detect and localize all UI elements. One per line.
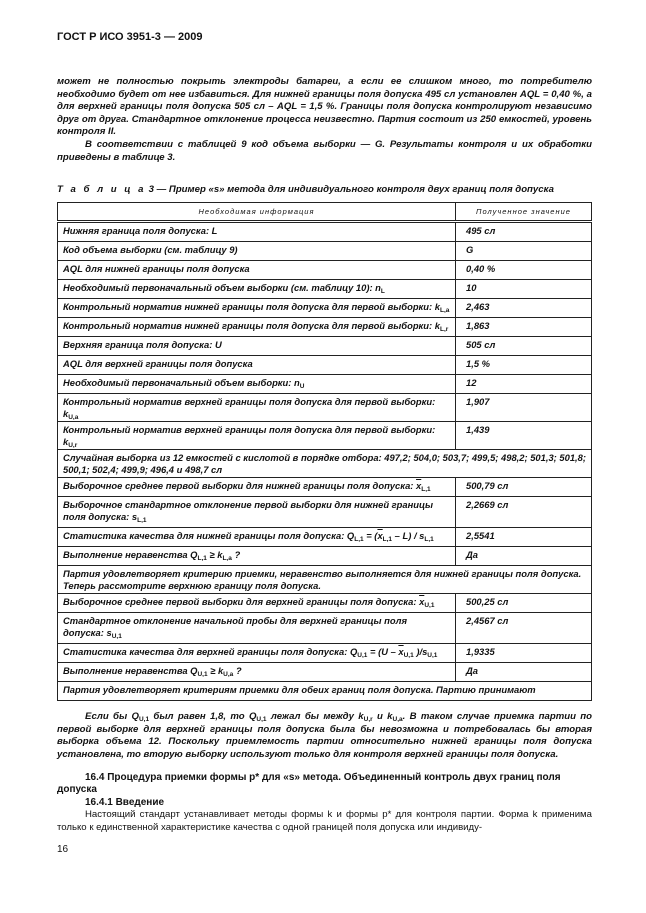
row-value: 505 сл xyxy=(456,337,592,356)
table-row xyxy=(58,547,592,566)
row-label xyxy=(58,528,456,547)
text-segment: = ( xyxy=(363,530,378,542)
row-value: 1,439 xyxy=(456,422,592,450)
table-row xyxy=(58,356,592,375)
table-row xyxy=(58,337,592,356)
text-segment: Партия удовлетворяет критериям приемки для обеих границ поля допуска. Партию принимают xyxy=(63,684,536,696)
text-segment: = (U – xyxy=(367,646,399,658)
subscript: L,a xyxy=(439,307,450,315)
text-segment: Необходимый первоначальный объем выборки: n xyxy=(63,377,300,389)
row-label xyxy=(58,478,456,497)
table-row xyxy=(58,663,592,682)
after-table-paragraph xyxy=(57,711,592,761)
text-segment: В соответствии с таблицей 9 код объема выборки — G. Результаты контроля и их обработки приведены в таблице 3. xyxy=(57,138,592,163)
text-segment: )/s xyxy=(413,646,428,658)
table-row xyxy=(58,450,592,478)
subscript: U,1 xyxy=(357,652,368,660)
table-row xyxy=(58,497,592,528)
text-segment: Контрольный норматив нижней границы поля допуска для первой выборки: k xyxy=(63,301,440,313)
row-label xyxy=(58,375,456,394)
text-segment: Выборочное стандартное отклонение первой выборки для нижней границы поля допуска: s xyxy=(63,499,434,522)
subscript: U,r xyxy=(363,716,373,724)
table-row xyxy=(58,222,592,242)
row-value: 12 xyxy=(456,375,592,394)
table-caption-text: 3 — Пример «s» метода для индивидуального контроля двух границ поля допуска xyxy=(146,184,554,196)
text-segment: Случайная выборка из 12 емкостей с кислотой в порядке отбора: 497,2; 504,0; 503,7; 499,5; 498,2; 501,3; 501,8; 500,1; 502,4; 499,9; 496,4 и 498,7 сл xyxy=(63,452,586,475)
text-segment: AQL для верхней границы поля допуска xyxy=(63,358,253,370)
row-label xyxy=(58,566,592,594)
row-value: 10 xyxy=(456,280,592,299)
text-segment: Нижняя граница поля допуска: L xyxy=(63,225,218,237)
row-label xyxy=(58,594,456,613)
row-label xyxy=(58,318,456,337)
table-row xyxy=(58,242,592,261)
overline-symbol: $\overline{x}$ xyxy=(398,646,404,658)
intro-paragraph-2 xyxy=(57,139,592,164)
text-segment: Контрольный норматив верхней границы поля допуска для первой выборки: k xyxy=(63,424,436,447)
table-row xyxy=(58,261,592,280)
row-label xyxy=(58,280,456,299)
table-row xyxy=(58,478,592,497)
row-label xyxy=(58,337,456,356)
document-header: ГОСТ Р ИСО 3951-3 — 2009 xyxy=(57,31,203,43)
text-segment: Верхняя граница поля допуска: U xyxy=(63,339,222,351)
text-segment: Код объема выборки (см. таблицу 9) xyxy=(63,244,238,256)
text-segment: Статистика качества для нижней границы поля допуска: Q xyxy=(63,530,355,542)
text-segment: Стандартное отклонение начальной пробы для верхней границы поля допуска: s xyxy=(63,615,407,638)
row-label xyxy=(58,450,592,478)
text-segment: может не полностью покрыть электроды батареи, а если ее слишком много, то потребителю необходимо будет от нее избавиться. Для нижней границы поля допуска 495 сл установлен AQL = 0,40 %, а для верхней границы поля допуска 505 сл – AQL = 1,5 %. Границы поля допуска контролируют независимо друг от друга. Стандартное отклонение процесса неизвестно. Партия состоит из 250 емкостей, уровень контроля II. xyxy=(57,76,592,138)
text-segment: Выполнение неравенства Q xyxy=(63,665,198,677)
row-value: 2,463 xyxy=(456,299,592,318)
subscript: U,1 xyxy=(111,632,122,640)
text-segment: Партия удовлетворяет критерию приемки, неравенство выполняется для нижней границы поля допуска. Теперь рассмотрите верхнюю границу поля допуска. xyxy=(63,568,582,591)
row-label xyxy=(58,242,456,261)
subscript: L,1 xyxy=(382,536,393,544)
text-segment: Выполнение неравенства Q xyxy=(63,549,198,561)
page-number: 16 xyxy=(57,844,69,856)
row-value: 500,79 сл xyxy=(456,478,592,497)
subscript: L,r xyxy=(439,326,449,334)
table-row xyxy=(58,422,592,450)
text-segment: и k xyxy=(372,711,393,723)
row-value: 1,5 % xyxy=(456,356,592,375)
row-label xyxy=(58,422,456,450)
row-label xyxy=(58,663,456,682)
row-value: 1,9335 xyxy=(456,644,592,663)
text-segment: Контрольный норматив верхней границы поля допуска для первой выборки: k xyxy=(63,396,436,419)
overline-symbol: $\overline{x}$ xyxy=(416,480,422,492)
row-label xyxy=(58,356,456,375)
overline-symbol: $\overline{x}$ xyxy=(419,596,425,608)
table-row xyxy=(58,299,592,318)
text-segment: ? xyxy=(233,665,242,677)
text-segment: Выборочное среднее первой выборки для нижней границы поля допуска: xyxy=(63,480,417,492)
text-segment: Контрольный норматив нижней границы поля допуска для первой выборки: k xyxy=(63,320,440,332)
row-value: 2,2669 сл xyxy=(456,497,592,528)
text-segment: AQL для нижней границы поля допуска xyxy=(63,263,250,275)
subscript: U,1 xyxy=(403,652,414,660)
text-segment: был равен 1,8, то Q xyxy=(149,711,257,723)
row-label xyxy=(58,394,456,422)
row-label xyxy=(58,682,592,701)
row-value: 2,5541 xyxy=(456,528,592,547)
row-value: 0,40 % xyxy=(456,261,592,280)
table-row xyxy=(58,318,592,337)
text-segment: ≥ k xyxy=(207,665,224,677)
table-row xyxy=(58,375,592,394)
subscript: U,1 xyxy=(424,602,435,610)
text-segment: лежал бы между k xyxy=(266,711,364,723)
table-row xyxy=(58,613,592,644)
row-label xyxy=(58,644,456,663)
subscript: U,1 xyxy=(256,716,267,724)
subscript: U,a xyxy=(223,671,234,679)
table-row xyxy=(58,394,592,422)
table-header-row xyxy=(58,203,592,222)
subscript: U,1 xyxy=(197,671,208,679)
text-segment: ≥ k xyxy=(206,549,223,561)
row-label xyxy=(58,547,456,566)
column-header-info: Необходимая информация xyxy=(58,203,456,222)
row-label xyxy=(58,299,456,318)
intro-paragraph-1 xyxy=(57,76,592,139)
text-segment: Если бы Q xyxy=(85,711,139,723)
subscript: L,1 xyxy=(137,516,147,524)
column-header-value: Полученное значение xyxy=(456,203,592,222)
text-segment: Выборочное среднее первой выборки для верхней границы поля допуска: xyxy=(63,596,420,608)
overline-symbol: $\overline{x}$ xyxy=(377,530,383,542)
table-row xyxy=(58,682,592,701)
subscript: L,1 xyxy=(354,536,364,544)
row-value: Да xyxy=(456,663,592,682)
subscript: L,1 xyxy=(421,486,431,494)
text-segment: . В таком случае приемка партии по первой выборке для верхней границы поля допуска была бы невозможна и потребовалась бы вторая выборка объема 12. Поскольку приемлемость партии относительно нижней границы поля допуска установлена, то вторую выборку используют только для контроля верхней границы поля допуска. xyxy=(57,711,593,760)
table-row xyxy=(58,566,592,594)
row-value: 2,4567 сл xyxy=(456,613,592,644)
text-segment: – L) / s xyxy=(392,530,425,542)
subscript: L,a xyxy=(222,555,232,563)
row-value: G xyxy=(456,242,592,261)
row-label xyxy=(58,497,456,528)
subscript: L,1 xyxy=(197,555,207,563)
table-row xyxy=(58,644,592,663)
table-caption-label: Т а б л и ц а xyxy=(57,184,146,196)
table-row xyxy=(58,528,592,547)
row-value: 1,907 xyxy=(456,394,592,422)
table-caption xyxy=(57,184,592,196)
subscript: L,1 xyxy=(424,536,434,544)
row-value: 500,25 сл xyxy=(456,594,592,613)
text-segment: Статистика качества для верхней границы поля допуска: Q xyxy=(63,646,358,658)
text-segment: Необходимый первоначальный объем выборки (см. таблицу 10): n xyxy=(63,282,381,294)
row-value: 495 сл xyxy=(456,222,592,242)
row-label xyxy=(58,222,456,242)
row-label xyxy=(58,613,456,644)
subscript: U xyxy=(299,383,305,391)
subscript: U,a xyxy=(392,716,403,724)
table-3 xyxy=(57,202,592,701)
subscript: U,r xyxy=(68,441,78,449)
body-paragraph: Настоящий стандарт устанавливает методы формы k и формы p* для контроля партии. Форма k применима только к единственной характеристике качества с одной границей поля допуска или индивиду- xyxy=(57,809,592,833)
table-row xyxy=(58,594,592,613)
subsection-heading: 16.4.1 Введение xyxy=(85,796,165,808)
text-segment: ? xyxy=(231,549,241,561)
subscript: U,1 xyxy=(138,716,150,724)
section-heading: 16.4 Процедура приемки формы p* для «s» метода. Объединенный контроль двух границ поля допуска xyxy=(57,771,561,796)
subscript: L xyxy=(380,288,385,296)
subscript: U,1 xyxy=(427,652,438,660)
row-label xyxy=(58,261,456,280)
table-row xyxy=(58,280,592,299)
row-value: Да xyxy=(456,547,592,566)
subscript: U,a xyxy=(68,413,79,421)
row-value: 1,863 xyxy=(456,318,592,337)
